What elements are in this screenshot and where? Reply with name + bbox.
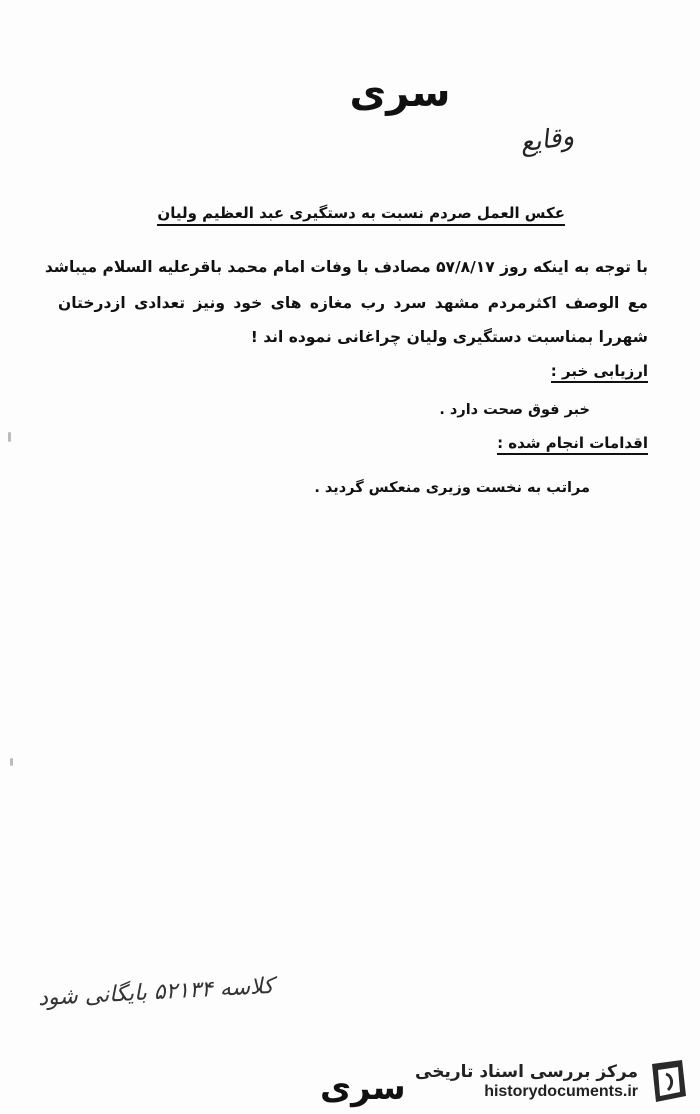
book-logo-icon — [646, 1058, 690, 1106]
paragraph-line-3: شهررا بمناسبت دستگیری ولیان چراغانی نموده اند ! — [250, 328, 648, 346]
scan-speck — [10, 758, 13, 766]
actions-heading: اقدامات انجام شده : — [497, 434, 648, 455]
watermark-line-2: historydocuments.ir — [484, 1082, 638, 1100]
evaluation-text: خبر فوق صحت دارد . — [439, 402, 590, 418]
paragraph-line-2: مع الوصف اکثرمردم مشهد سرد رب مغازه های خود ونیز تعدادی ازدرختان — [58, 294, 648, 312]
watermark-line-1: مرکز بررسی اسناد تاریخی — [415, 1062, 638, 1083]
evaluation-heading: ارزیابی خبر : — [551, 362, 648, 383]
handwritten-mark: وقایع — [518, 121, 576, 159]
watermark-logo — [415, 1058, 690, 1106]
actions-text: مراتب به نخست وزیری منعکس گردید . — [314, 480, 590, 496]
document-title: عکس العمل صردم نسبت به دستگیری عبد العظیم ولیان — [157, 204, 565, 226]
classification-bottom: سری — [320, 1068, 406, 1108]
archive-note: کلاسه ۵۲۱۳۴ بایگانی شود — [37, 973, 275, 1012]
classification-top: سری — [349, 70, 451, 116]
scan-speck — [8, 432, 11, 442]
paragraph-line-1: با توجه به اینکه روز ۵۷/۸/۱۷ مصادف با وفات امام محمد باقرعلیه السلام میباشد — [44, 258, 648, 276]
